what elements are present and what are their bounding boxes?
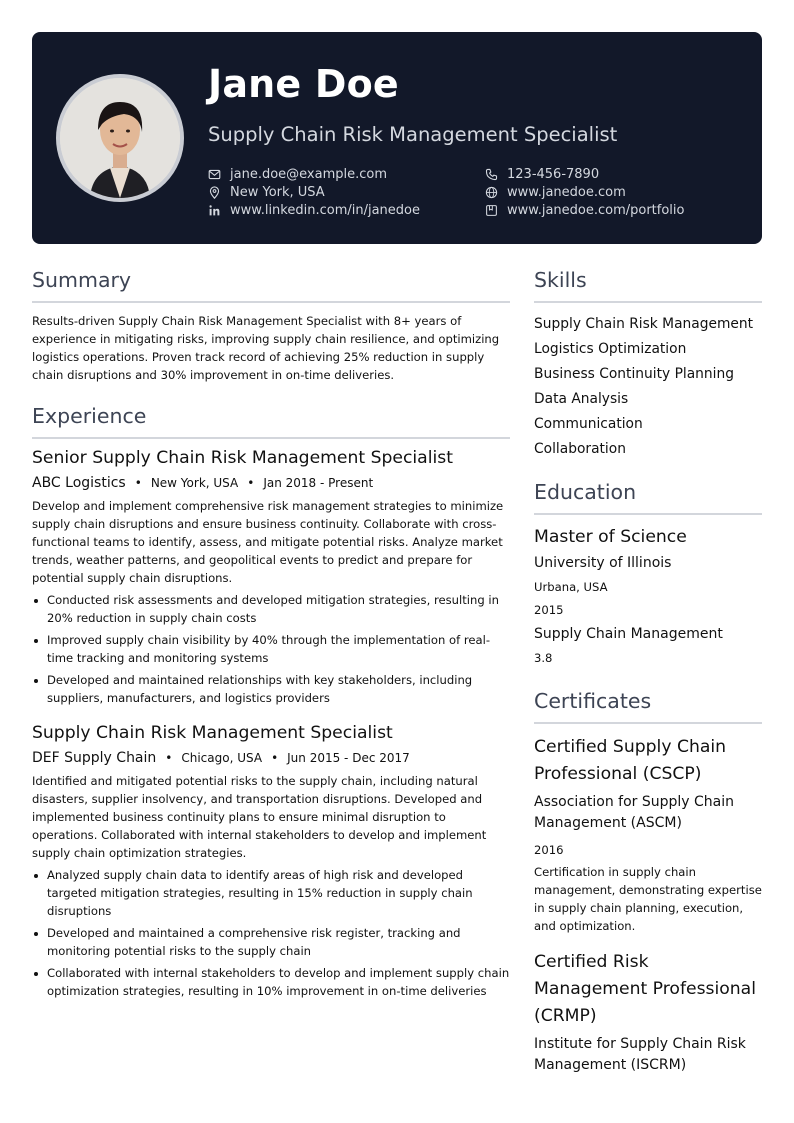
profile-photo-image — [60, 78, 180, 198]
education-school: University of Illinois — [534, 555, 672, 571]
job-location: Chicago, USA — [181, 751, 263, 765]
certificate-entry — [534, 734, 762, 935]
summary-text: Results-driven Supply Chain Risk Management Specialist with 8+ years of experience in mitigating risks, improving supply chain resilience, and optimizing logistics operations. Proven track record of achieving 25% reduction in supply chain disruptions and 30% improvement in on-time deliveries. — [32, 314, 500, 382]
certificate-entry — [534, 949, 762, 1076]
job-description: Identified and mitigated potential risks to the supply chain, including natural disasters, supplier insolvency, and transportation disruptions. Developed and implemented business continuity plans to ensure minimal disruption to operations. Collaborated with internal stakeholders to develop and implement supply chain optimization strategies. — [32, 774, 487, 860]
separator-dot: • — [247, 476, 255, 490]
achievement-item: Analyzed supply chain data to identify areas of high risk and developed targeted mitigation strategies, resulting in 15% reduction in supply chain disruptions — [32, 866, 510, 920]
job-company: DEF Supply Chain — [32, 750, 157, 766]
job-description: Develop and implement comprehensive risk management strategies to minimize supply chain disruptions and ensure business continuity. Collaborate with cross-functional teams to identify, assess, and mitigate potential risks. Analyze market trends, weather patterns, and geopolitical events to predict and prepare for potential supply chain disruptions. — [32, 499, 504, 585]
job-entry — [32, 448, 510, 707]
job-dates: Jan 2018 - Present — [263, 476, 374, 490]
certificate-description: Certification in supply chain management, demonstrating expertise in supply chain planning, execution, and optimization. — [534, 865, 762, 933]
job-title: Supply Chain Risk Management Specialist — [32, 723, 393, 743]
certificate-year: 2016 — [534, 843, 564, 857]
certificate-org: Association for Supply Chain Management (ASCM) — [534, 794, 735, 831]
skill-item: Logistics Optimization — [534, 341, 687, 357]
contact-linkedin-text: www.linkedin.com/in/janedoe — [230, 202, 420, 218]
skill-item: Communication — [534, 416, 643, 432]
profile-photo — [56, 74, 184, 202]
portfolio-icon — [485, 204, 498, 217]
certificate-name: Certified Supply Chain Professional (CSCP) — [534, 737, 727, 784]
skill-item: Business Continuity Planning — [534, 366, 735, 382]
main-column — [32, 268, 510, 1004]
contact-phone-text: 123-456-7890 — [507, 166, 600, 182]
job-location: New York, USA — [150, 476, 239, 490]
contact-email-text: jane.doe@example.com — [230, 166, 388, 182]
education-gpa: 3.8 — [534, 651, 553, 665]
map-pin-icon — [208, 186, 221, 199]
job-meta — [32, 750, 510, 766]
skill-item: Data Analysis — [534, 391, 629, 407]
certificate-org: Institute for Supply Chain Risk Management (ISCRM) — [534, 1036, 746, 1073]
phone-icon — [485, 168, 498, 181]
summary-heading: Summary — [32, 268, 510, 303]
contact-list-left — [208, 165, 420, 219]
education-year: 2015 — [534, 603, 564, 617]
contact-website[interactable] — [485, 183, 685, 201]
education-field: Supply Chain Management — [534, 626, 723, 642]
candidate-name: Jane Doe — [208, 62, 399, 106]
job-title: Senior Supply Chain Risk Management Specialist — [32, 448, 453, 468]
job-achievements — [32, 866, 510, 1000]
experience-heading: Experience — [32, 404, 510, 439]
certificate-name: Certified Risk Management Professional (CRMP) — [534, 952, 756, 1026]
job-achievements — [32, 591, 510, 707]
achievement-item: Collaborated with internal stakeholders to develop and implement supply chain optimization strategies, resulting in 10% improvement in on-time deliveries — [32, 964, 510, 1000]
achievement-item: Developed and maintained relationships with key stakeholders, including suppliers, manufacturers, and logistics providers — [32, 671, 510, 707]
contact-list-right — [485, 165, 685, 219]
globe-icon — [485, 186, 498, 199]
contact-website-text: www.janedoe.com — [507, 184, 626, 200]
resume-header — [32, 32, 762, 244]
education-heading: Education — [534, 480, 762, 515]
separator-dot: • — [134, 476, 142, 490]
separator-dot: • — [271, 751, 279, 765]
separator-dot: • — [165, 751, 173, 765]
job-entry — [32, 723, 510, 1000]
skill-item: Supply Chain Risk Management — [534, 316, 754, 332]
education-entry — [534, 527, 762, 665]
achievement-item: Conducted risk assessments and developed mitigation strategies, resulting in 20% reduction in supply chain costs — [32, 591, 510, 627]
linkedin-icon — [208, 204, 221, 217]
contact-email[interactable] — [208, 165, 420, 183]
job-dates: Jun 2015 - Dec 2017 — [287, 751, 410, 765]
contact-phone[interactable] — [485, 165, 685, 183]
skill-item: Collaboration — [534, 441, 626, 457]
contact-portfolio-text: www.janedoe.com/portfolio — [507, 202, 685, 218]
mail-icon — [208, 168, 221, 181]
contact-portfolio[interactable] — [485, 201, 685, 219]
achievement-item: Developed and maintained a comprehensive risk register, tracking and monitoring potential risks to the supply chain — [32, 924, 510, 960]
candidate-title: Supply Chain Risk Management Specialist — [208, 123, 618, 146]
contact-linkedin[interactable] — [208, 201, 420, 219]
skills-list — [534, 312, 762, 462]
job-meta — [32, 475, 510, 491]
achievement-item: Improved supply chain visibility by 40% through the implementation of real-time tracking and monitoring systems — [32, 631, 510, 667]
job-company: ABC Logistics — [32, 475, 126, 491]
certificates-heading: Certificates — [534, 689, 762, 724]
contact-location — [208, 183, 420, 201]
skills-heading: Skills — [534, 268, 762, 303]
sidebar-column — [534, 268, 762, 1076]
contact-location-text: New York, USA — [230, 184, 325, 200]
education-degree: Master of Science — [534, 527, 687, 547]
education-location: Urbana, USA — [534, 580, 608, 594]
